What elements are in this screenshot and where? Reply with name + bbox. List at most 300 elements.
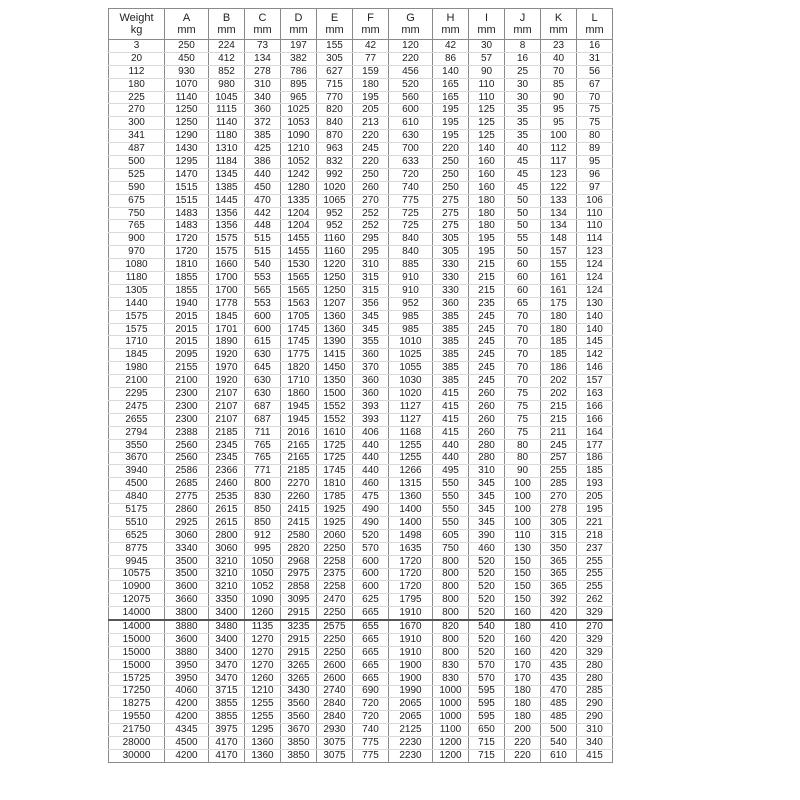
dimension-cell: 1140 bbox=[209, 117, 245, 130]
dimension-cell: 1250 bbox=[317, 284, 353, 297]
dimension-cell: 330 bbox=[433, 272, 469, 285]
dimensions-table bbox=[108, 8, 613, 763]
weight-cell: 12075 bbox=[109, 594, 165, 607]
dimension-cell: 595 bbox=[469, 698, 505, 711]
dimension-cell: 1210 bbox=[281, 143, 317, 156]
weight-cell: 112 bbox=[109, 65, 165, 78]
dimension-cell: 540 bbox=[469, 620, 505, 633]
dimension-cell: 250 bbox=[433, 156, 469, 169]
dimension-cell: 393 bbox=[353, 413, 389, 426]
dimension-cell: 1052 bbox=[245, 581, 281, 594]
dimension-cell: 95 bbox=[541, 117, 577, 130]
dimension-cell: 910 bbox=[389, 272, 433, 285]
dimension-cell: 195 bbox=[577, 504, 613, 517]
dimension-cell: 260 bbox=[469, 388, 505, 401]
dimension-cell: 77 bbox=[353, 52, 389, 65]
dimension-cell: 278 bbox=[245, 65, 281, 78]
dimension-cell: 1860 bbox=[281, 388, 317, 401]
dimension-cell: 570 bbox=[353, 542, 389, 555]
dimension-cell: 290 bbox=[577, 711, 613, 724]
dimension-cell: 1360 bbox=[245, 737, 281, 750]
weight-cell: 750 bbox=[109, 207, 165, 220]
dimension-cell: 170 bbox=[505, 659, 541, 672]
dimension-cell: 100 bbox=[505, 504, 541, 517]
dimension-cell: 57 bbox=[469, 52, 505, 65]
header-col-a bbox=[165, 9, 209, 40]
dimension-cell: 565 bbox=[245, 284, 281, 297]
dimension-cell: 140 bbox=[577, 323, 613, 336]
dimension-cell: 218 bbox=[577, 529, 613, 542]
dimension-cell: 250 bbox=[165, 40, 209, 53]
header-col-l bbox=[577, 9, 613, 40]
dimension-cell: 2230 bbox=[389, 749, 433, 762]
header-col-k bbox=[541, 9, 577, 40]
dimension-cell: 1745 bbox=[281, 336, 317, 349]
dimension-cell: 1260 bbox=[245, 607, 281, 620]
header-row bbox=[109, 9, 613, 40]
dimension-cell: 1295 bbox=[245, 724, 281, 737]
dimension-cell: 3950 bbox=[165, 659, 209, 672]
dimension-cell: 280 bbox=[577, 659, 613, 672]
dimension-cell: 1920 bbox=[209, 375, 245, 388]
dimension-cell: 595 bbox=[469, 711, 505, 724]
dimension-cell: 260 bbox=[469, 400, 505, 413]
dimension-cell: 1450 bbox=[317, 362, 353, 375]
dimension-cell: 280 bbox=[577, 672, 613, 685]
dimension-cell: 765 bbox=[245, 439, 281, 452]
dimension-cell: 345 bbox=[469, 491, 505, 504]
dimension-cell: 2968 bbox=[281, 555, 317, 568]
weight-cell: 675 bbox=[109, 194, 165, 207]
dimension-cell: 600 bbox=[353, 568, 389, 581]
dimension-cell: 1920 bbox=[209, 349, 245, 362]
dimension-cell: 97 bbox=[577, 181, 613, 194]
header-col-e bbox=[317, 9, 353, 40]
dimension-cell: 800 bbox=[433, 581, 469, 594]
dimension-cell: 3350 bbox=[209, 594, 245, 607]
dimension-cell: 50 bbox=[505, 207, 541, 220]
dimension-cell: 3210 bbox=[209, 581, 245, 594]
dimension-cell: 1127 bbox=[389, 400, 433, 413]
header-label: A bbox=[182, 12, 191, 24]
dimension-cell: 70 bbox=[505, 310, 541, 323]
dimension-cell: 25 bbox=[505, 65, 541, 78]
dimension-cell: 275 bbox=[433, 194, 469, 207]
dimension-cell: 470 bbox=[541, 685, 577, 698]
dimension-cell: 30 bbox=[469, 40, 505, 53]
header-label: C bbox=[258, 12, 267, 24]
dimension-cell: 252 bbox=[353, 207, 389, 220]
table-row bbox=[109, 168, 613, 181]
dimension-cell: 500 bbox=[541, 724, 577, 737]
dimension-cell: 370 bbox=[353, 362, 389, 375]
dimension-cell: 520 bbox=[469, 594, 505, 607]
weight-cell: 3670 bbox=[109, 452, 165, 465]
dimension-cell: 166 bbox=[577, 413, 613, 426]
dimension-cell: 1070 bbox=[165, 78, 209, 91]
dimension-cell: 1845 bbox=[209, 310, 245, 323]
dimension-cell: 553 bbox=[245, 272, 281, 285]
dimension-cell: 237 bbox=[577, 542, 613, 555]
weight-cell: 270 bbox=[109, 104, 165, 117]
dimension-cell: 340 bbox=[245, 91, 281, 104]
dimension-cell: 2858 bbox=[281, 581, 317, 594]
dimension-cell: 2415 bbox=[281, 516, 317, 529]
table-row bbox=[109, 349, 613, 362]
dimension-cell: 245 bbox=[469, 375, 505, 388]
dimension-cell: 270 bbox=[577, 620, 613, 633]
table-row bbox=[109, 620, 613, 633]
dimension-cell: 215 bbox=[469, 259, 505, 272]
dimension-cell: 490 bbox=[353, 504, 389, 517]
dimension-cell: 1255 bbox=[389, 439, 433, 452]
dimension-cell: 150 bbox=[505, 581, 541, 594]
dimension-cell: 310 bbox=[353, 259, 389, 272]
dimension-cell: 180 bbox=[505, 685, 541, 698]
dimension-cell: 840 bbox=[389, 246, 433, 259]
dimension-cell: 2615 bbox=[209, 516, 245, 529]
dimension-cell: 1160 bbox=[317, 233, 353, 246]
dimension-cell: 365 bbox=[541, 568, 577, 581]
dimension-cell: 1000 bbox=[433, 685, 469, 698]
dimension-cell: 460 bbox=[469, 542, 505, 555]
dimension-cell: 213 bbox=[353, 117, 389, 130]
dimension-cell: 1455 bbox=[281, 233, 317, 246]
dimension-cell: 711 bbox=[245, 426, 281, 439]
header-unit: mm bbox=[253, 24, 272, 36]
dimension-cell: 2250 bbox=[317, 646, 353, 659]
dimension-cell: 55 bbox=[505, 233, 541, 246]
dimension-cell: 3850 bbox=[281, 737, 317, 750]
weight-cell: 14000 bbox=[109, 607, 165, 620]
dimension-cell: 134 bbox=[245, 52, 281, 65]
dimension-cell: 125 bbox=[469, 130, 505, 143]
dimension-cell: 90 bbox=[505, 465, 541, 478]
dimension-cell: 305 bbox=[433, 233, 469, 246]
header-weight bbox=[109, 9, 165, 40]
weight-cell: 9945 bbox=[109, 555, 165, 568]
dimension-cell: 3340 bbox=[165, 542, 209, 555]
dimension-cell: 885 bbox=[389, 259, 433, 272]
dimension-cell: 1660 bbox=[209, 259, 245, 272]
weight-cell: 1305 bbox=[109, 284, 165, 297]
weight-cell: 1440 bbox=[109, 297, 165, 310]
dimension-cell: 329 bbox=[577, 646, 613, 659]
weight-cell: 2295 bbox=[109, 388, 165, 401]
dimension-cell: 1280 bbox=[281, 181, 317, 194]
dimension-cell: 2270 bbox=[281, 478, 317, 491]
dimension-cell: 3075 bbox=[317, 737, 353, 750]
dimension-cell: 1515 bbox=[165, 181, 209, 194]
dimension-cell: 1745 bbox=[281, 323, 317, 336]
dimension-cell: 1315 bbox=[389, 478, 433, 491]
table-row bbox=[109, 737, 613, 750]
dimension-cell: 1483 bbox=[165, 207, 209, 220]
header-col-d bbox=[281, 9, 317, 40]
dimension-cell: 1910 bbox=[389, 633, 433, 646]
weight-cell: 2475 bbox=[109, 400, 165, 413]
weight-cell: 18275 bbox=[109, 698, 165, 711]
dimension-cell: 2915 bbox=[281, 607, 317, 620]
dimension-cell: 180 bbox=[505, 698, 541, 711]
dimension-cell: 2560 bbox=[165, 439, 209, 452]
dimension-cell: 100 bbox=[505, 478, 541, 491]
dimension-cell: 360 bbox=[245, 104, 281, 117]
dimension-cell: 2185 bbox=[209, 426, 245, 439]
dimension-cell: 80 bbox=[505, 439, 541, 452]
dimension-cell: 470 bbox=[245, 194, 281, 207]
dimension-cell: 1725 bbox=[317, 439, 353, 452]
dimension-cell: 690 bbox=[353, 685, 389, 698]
weight-cell: 8775 bbox=[109, 542, 165, 555]
dimension-cell: 2065 bbox=[389, 711, 433, 724]
dimension-cell: 412 bbox=[209, 52, 245, 65]
dimension-cell: 665 bbox=[353, 607, 389, 620]
dimension-cell: 2375 bbox=[317, 568, 353, 581]
dimension-cell: 2095 bbox=[165, 349, 209, 362]
dimension-cell: 70 bbox=[505, 336, 541, 349]
dimension-cell: 1855 bbox=[165, 272, 209, 285]
dimension-cell: 1720 bbox=[389, 581, 433, 594]
dimension-cell: 2860 bbox=[165, 504, 209, 517]
table-header bbox=[109, 9, 613, 40]
dimension-cell: 2065 bbox=[389, 698, 433, 711]
dimension-cell: 495 bbox=[433, 465, 469, 478]
weight-cell: 10575 bbox=[109, 568, 165, 581]
dimension-cell: 800 bbox=[433, 594, 469, 607]
table-row bbox=[109, 698, 613, 711]
header-label: D bbox=[294, 12, 303, 24]
dimension-cell: 1563 bbox=[281, 297, 317, 310]
dimension-cell: 440 bbox=[433, 452, 469, 465]
header-unit: mm bbox=[477, 24, 496, 36]
dimension-cell: 278 bbox=[541, 504, 577, 517]
dimension-cell: 160 bbox=[505, 607, 541, 620]
table-row bbox=[109, 117, 613, 130]
dimension-cell: 67 bbox=[577, 78, 613, 91]
dimension-cell: 3800 bbox=[165, 607, 209, 620]
header-label: G bbox=[406, 12, 415, 24]
dimension-cell: 85 bbox=[541, 78, 577, 91]
dimension-cell: 1552 bbox=[317, 400, 353, 413]
dimension-cell: 90 bbox=[469, 65, 505, 78]
dimension-cell: 285 bbox=[577, 685, 613, 698]
dimension-cell: 161 bbox=[541, 272, 577, 285]
header-label: E bbox=[330, 12, 339, 24]
table-row bbox=[109, 504, 613, 517]
dimension-cell: 1990 bbox=[389, 685, 433, 698]
dimension-cell: 595 bbox=[469, 685, 505, 698]
dimension-cell: 1270 bbox=[245, 633, 281, 646]
dimension-cell: 420 bbox=[541, 633, 577, 646]
table-row bbox=[109, 310, 613, 323]
dimension-cell: 420 bbox=[541, 607, 577, 620]
dimension-cell: 250 bbox=[433, 168, 469, 181]
header-unit: mm bbox=[549, 24, 568, 36]
dimension-cell: 35 bbox=[505, 117, 541, 130]
table-row bbox=[109, 297, 613, 310]
dimension-cell: 570 bbox=[469, 659, 505, 672]
dimension-cell: 1360 bbox=[317, 310, 353, 323]
dimension-cell: 645 bbox=[245, 362, 281, 375]
header-col-c bbox=[245, 9, 281, 40]
dimension-cell: 165 bbox=[433, 78, 469, 91]
dimension-cell: 3600 bbox=[165, 633, 209, 646]
weight-cell: 765 bbox=[109, 220, 165, 233]
dimension-cell: 1204 bbox=[281, 207, 317, 220]
dimension-cell: 280 bbox=[469, 439, 505, 452]
dimension-cell: 725 bbox=[389, 220, 433, 233]
dimension-cell: 345 bbox=[353, 323, 389, 336]
dimension-cell: 70 bbox=[577, 91, 613, 104]
dimension-cell: 155 bbox=[317, 40, 353, 53]
dimension-cell: 830 bbox=[433, 659, 469, 672]
dimension-cell: 1778 bbox=[209, 297, 245, 310]
dimension-cell: 100 bbox=[505, 491, 541, 504]
dimension-cell: 520 bbox=[353, 529, 389, 542]
dimension-cell: 490 bbox=[353, 516, 389, 529]
dimension-cell: 1795 bbox=[389, 594, 433, 607]
dimension-cell: 2600 bbox=[317, 672, 353, 685]
dimension-cell: 3560 bbox=[281, 698, 317, 711]
dimension-cell: 140 bbox=[577, 310, 613, 323]
dimension-cell: 1010 bbox=[389, 336, 433, 349]
weight-cell: 1575 bbox=[109, 323, 165, 336]
dimension-cell: 2107 bbox=[209, 388, 245, 401]
dimension-cell: 1207 bbox=[317, 297, 353, 310]
table-row bbox=[109, 207, 613, 220]
dimension-cell: 770 bbox=[317, 91, 353, 104]
dimension-cell: 442 bbox=[245, 207, 281, 220]
dimension-cell: 1498 bbox=[389, 529, 433, 542]
dimension-cell: 1575 bbox=[209, 246, 245, 259]
dimension-cell: 1470 bbox=[165, 168, 209, 181]
dimension-cell: 86 bbox=[433, 52, 469, 65]
dimension-cell: 570 bbox=[469, 672, 505, 685]
dimension-cell: 800 bbox=[433, 646, 469, 659]
dimension-cell: 725 bbox=[389, 207, 433, 220]
dimension-cell: 1925 bbox=[317, 504, 353, 517]
dimension-cell: 1745 bbox=[317, 465, 353, 478]
table-row bbox=[109, 323, 613, 336]
weight-cell: 19550 bbox=[109, 711, 165, 724]
dimension-cell: 2185 bbox=[281, 465, 317, 478]
dimension-cell: 166 bbox=[577, 400, 613, 413]
dimension-cell: 42 bbox=[433, 40, 469, 53]
weight-cell: 1980 bbox=[109, 362, 165, 375]
dimension-cell: 1200 bbox=[433, 749, 469, 762]
dimension-cell: 1210 bbox=[245, 685, 281, 698]
dimension-cell: 1350 bbox=[317, 375, 353, 388]
header-col-f bbox=[353, 9, 389, 40]
dimension-cell: 180 bbox=[541, 310, 577, 323]
dimension-cell: 100 bbox=[505, 516, 541, 529]
dimension-cell: 195 bbox=[353, 91, 389, 104]
dimension-cell: 75 bbox=[577, 117, 613, 130]
dimension-cell: 2388 bbox=[165, 426, 209, 439]
dimension-cell: 550 bbox=[433, 491, 469, 504]
dimension-cell: 215 bbox=[469, 284, 505, 297]
dimension-cell: 110 bbox=[469, 91, 505, 104]
dimension-cell: 2125 bbox=[389, 724, 433, 737]
table-row bbox=[109, 555, 613, 568]
dimension-cell: 625 bbox=[353, 594, 389, 607]
dimension-cell: 1710 bbox=[281, 375, 317, 388]
dimension-cell: 820 bbox=[317, 104, 353, 117]
dimension-cell: 448 bbox=[245, 220, 281, 233]
dimension-cell: 145 bbox=[577, 336, 613, 349]
table-row bbox=[109, 711, 613, 724]
header-unit: mm bbox=[585, 24, 604, 36]
dimension-cell: 3975 bbox=[209, 724, 245, 737]
dimension-cell: 360 bbox=[433, 297, 469, 310]
weight-cell: 900 bbox=[109, 233, 165, 246]
table-row bbox=[109, 400, 613, 413]
table-row bbox=[109, 104, 613, 117]
dimension-cell: 245 bbox=[469, 349, 505, 362]
dimension-cell: 30 bbox=[505, 91, 541, 104]
dimension-cell: 1025 bbox=[389, 349, 433, 362]
dimension-cell: 485 bbox=[541, 698, 577, 711]
dimension-cell: 3265 bbox=[281, 672, 317, 685]
dimension-cell: 2975 bbox=[281, 568, 317, 581]
dimension-cell: 3210 bbox=[209, 555, 245, 568]
header-unit: mm bbox=[325, 24, 344, 36]
dimension-cell: 1250 bbox=[165, 117, 209, 130]
dimension-cell: 180 bbox=[469, 194, 505, 207]
dimension-cell: 435 bbox=[541, 659, 577, 672]
dimension-cell: 200 bbox=[505, 724, 541, 737]
dimension-cell: 290 bbox=[577, 698, 613, 711]
dimension-cell: 1670 bbox=[389, 620, 433, 633]
dimension-cell: 70 bbox=[505, 349, 541, 362]
dimension-cell: 775 bbox=[389, 194, 433, 207]
dimension-cell: 985 bbox=[389, 310, 433, 323]
table-row bbox=[109, 594, 613, 607]
dimension-cell: 1810 bbox=[317, 478, 353, 491]
dimension-cell: 1020 bbox=[317, 181, 353, 194]
dimension-cell: 89 bbox=[577, 143, 613, 156]
dimension-cell: 1820 bbox=[281, 362, 317, 375]
dimension-cell: 2470 bbox=[317, 594, 353, 607]
dimension-cell: 550 bbox=[433, 478, 469, 491]
dimension-cell: 665 bbox=[353, 633, 389, 646]
dimension-cell: 270 bbox=[541, 491, 577, 504]
dimension-cell: 475 bbox=[353, 491, 389, 504]
dimension-cell: 123 bbox=[577, 246, 613, 259]
dimension-cell: 255 bbox=[577, 568, 613, 581]
dimension-cell: 1810 bbox=[165, 259, 209, 272]
dimension-cell: 980 bbox=[209, 78, 245, 91]
dimension-cell: 148 bbox=[541, 233, 577, 246]
dimension-cell: 1720 bbox=[165, 246, 209, 259]
dimension-cell: 385 bbox=[433, 323, 469, 336]
dimension-cell: 382 bbox=[281, 52, 317, 65]
dimension-cell: 70 bbox=[505, 375, 541, 388]
dimension-cell: 1900 bbox=[389, 659, 433, 672]
header-col-b bbox=[209, 9, 245, 40]
dimension-cell: 360 bbox=[353, 375, 389, 388]
dimension-cell: 252 bbox=[353, 220, 389, 233]
dimension-cell: 260 bbox=[469, 426, 505, 439]
dimension-cell: 1890 bbox=[209, 336, 245, 349]
dimension-cell: 1483 bbox=[165, 220, 209, 233]
dimension-cell: 1635 bbox=[389, 542, 433, 555]
dimension-cell: 4060 bbox=[165, 685, 209, 698]
dimension-cell: 385 bbox=[433, 336, 469, 349]
dimension-cell: 40 bbox=[505, 143, 541, 156]
dimension-cell: 1700 bbox=[209, 284, 245, 297]
